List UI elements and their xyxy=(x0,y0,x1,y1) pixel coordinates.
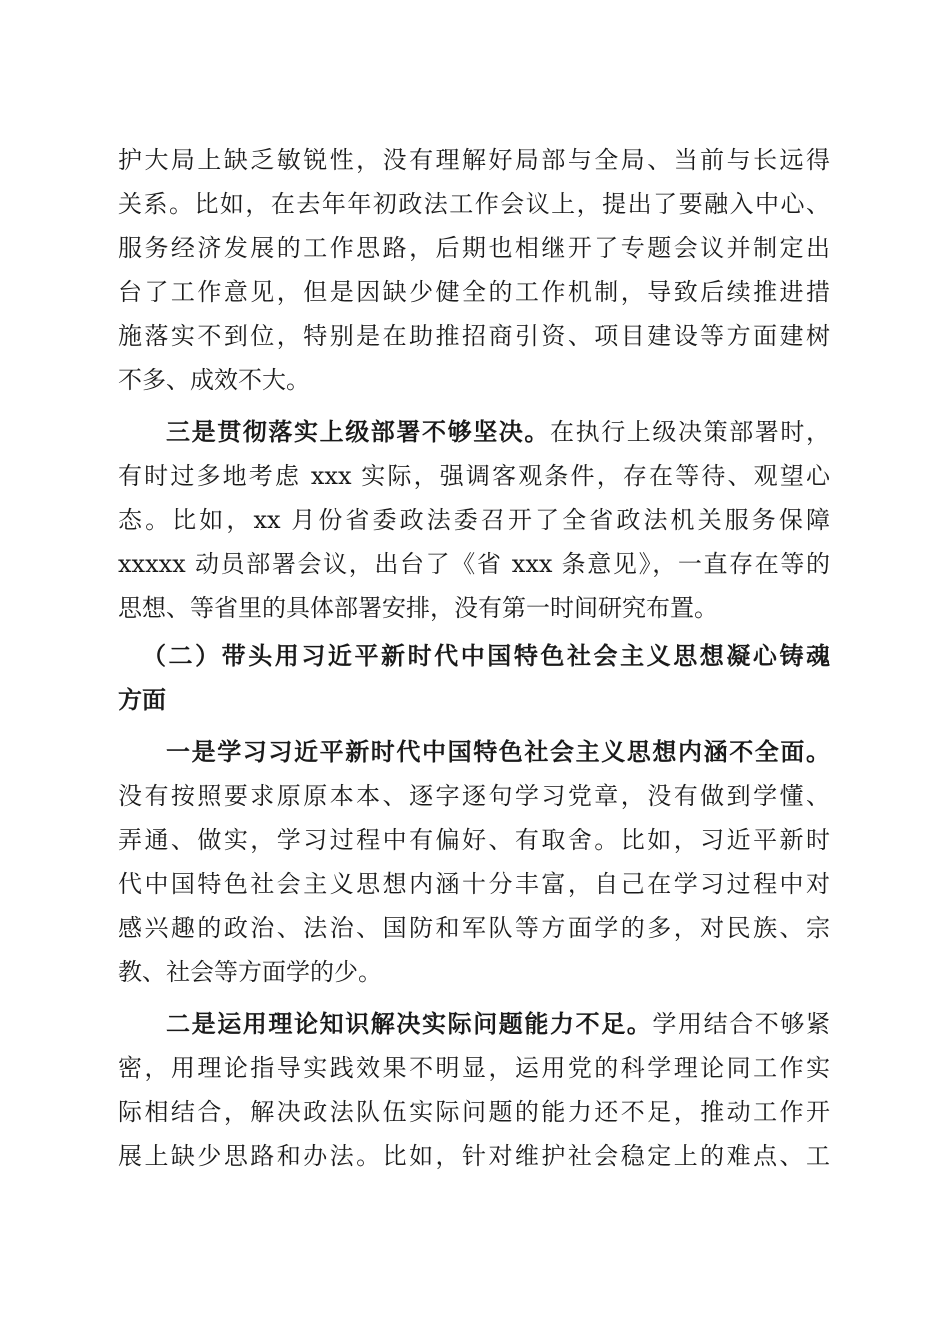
text-line: xxxxx 动员部署会议，出台了《省 xxx 条意见》，一直存在等的 xyxy=(118,550,830,578)
text-line: 态。比如，xx 月份省委政法委召开了全省政法机关服务保障 xyxy=(118,506,830,534)
text-line: 不多、成效不大。 xyxy=(118,366,310,394)
text-line: 代中国特色社会主义思想内涵十分丰富，自己在学习过程中对 xyxy=(118,870,830,898)
text-line: 展上缺少思路和办法。比如，针对维护社会稳定上的难点、工 xyxy=(118,1142,830,1170)
point-text: 学用结合不够紧 xyxy=(652,1010,831,1038)
text-line: 关系。比如，在去年年初政法工作会议上，提出了要融入中心、 xyxy=(118,190,830,218)
point-heading: 二是运用理论知识解决实际问题能力不足。 xyxy=(166,1009,653,1038)
text-line: 际相结合，解决政法队伍实际问题的能力还不足，推动工作开 xyxy=(118,1098,830,1126)
section-heading-continued: 方面 xyxy=(118,685,166,714)
text-line: 有时过多地考虑 xxx 实际，强调客观条件，存在等待、观望心 xyxy=(118,462,830,490)
text-line: 护大局上缺乏敏锐性，没有理解好局部与全局、当前与长远得 xyxy=(118,146,830,174)
text-line: 服务经济发展的工作思路，后期也相继开了专题会议并制定出 xyxy=(118,234,830,262)
text-line: 台了工作意见，但是因缺少健全的工作机制，导致后续推进措 xyxy=(118,278,830,306)
text-line: 施落实不到位，特别是在助推招商引资、项目建设等方面建树 xyxy=(118,322,830,350)
text-line: 感兴趣的政治、法治、国防和军队等方面学的多，对民族、宗 xyxy=(118,914,830,942)
paragraph-first-line xyxy=(166,1002,830,1046)
point-heading: 一是学习习近平新时代中国特色社会主义思想内涵不全面。 xyxy=(166,737,830,766)
text-line: 思想、等省里的具体部署安排，没有第一时间研究布置。 xyxy=(118,594,718,622)
text-line: 教、社会等方面学的少。 xyxy=(118,958,382,986)
point-heading: 三是贯彻落实上级部署不够坚决。 xyxy=(166,417,550,446)
paragraph-first-line xyxy=(166,410,830,454)
text-line: 密，用理论指导实践效果不明显，运用党的科学理论同工作实 xyxy=(118,1054,830,1082)
text-line: 弄通、做实，学习过程中有偏好、有取舍。比如，习近平新时 xyxy=(118,826,830,854)
text-line: 没有按照要求原原本本、逐字逐句学习党章，没有做到学懂、 xyxy=(118,782,830,810)
section-heading: （二）带头用习近平新时代中国特色社会主义思想凝心铸魂 xyxy=(142,641,830,670)
point-text: 在执行上级决策部署时， xyxy=(550,418,830,446)
